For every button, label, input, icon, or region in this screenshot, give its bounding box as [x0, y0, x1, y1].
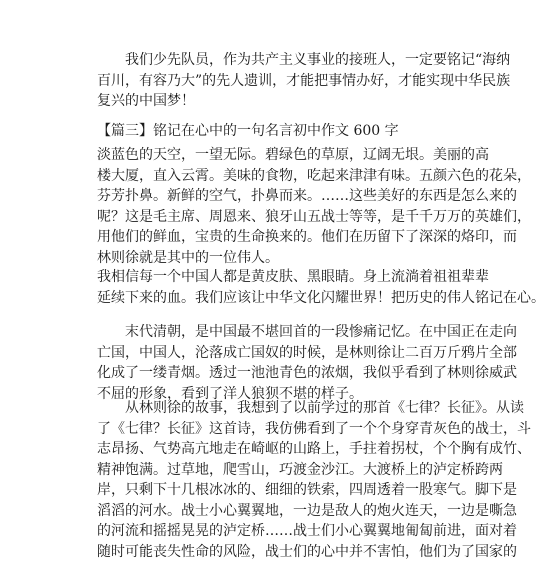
paragraph-3 — [97, 267, 433, 308]
text-line: 随时可能丧失性命的风险，战士们的心中并不害怕，他们为了国家的 — [97, 542, 433, 562]
text-line: 复兴的中国梦！ — [97, 91, 433, 112]
text-line: 芬芳扑鼻。新鲜的空气，扑鼻而来。……这些美好的东西是怎么来的 — [97, 186, 433, 207]
paragraph-5 — [97, 398, 433, 562]
text-line: 志昂扬、气势高亢地走在崎岖的山路上，手拄着拐杖，个个胸有成竹、 — [97, 439, 433, 460]
text-line: 楼大厦，直入云霄。美味的食物，吃起来津津有味。五颜六色的花朵， — [97, 166, 433, 187]
paragraph-1 — [97, 50, 433, 112]
text-line: 的河流和摇摇晃晃的泸定桥……战士们小心翼翼地匍匐前进，面对着 — [97, 521, 433, 542]
text-line: 滔滔的河水。战士小心翼翼地，一边是敌人的炮火连天，一边是嘶急 — [97, 501, 433, 522]
text-line: 用他们的鲜血，宝贵的生命换来的。他们在历留下了深深的烙印，而 — [97, 227, 433, 248]
text-line: 林则徐就是其中的一位伟人。 — [97, 248, 433, 269]
text-line: 我们少先队员，作为共产主义事业的接班人，一定要铭记“海纳 — [97, 50, 433, 71]
text-line: 淡蓝色的天空，一望无际。碧绿色的草原，辽阔无垠。美丽的高 — [97, 145, 433, 166]
text-line: 亡国，中国人，沦落成亡国奴的时候，是林则徐让二百万斤鸦片全部 — [97, 343, 433, 364]
paragraph-4 — [97, 322, 433, 404]
text-line: 末代清朝，是中国最不堪回首的一段惨痛记忆。在中国正在走向 — [97, 322, 433, 343]
text-line: 精神饱满。过草地，爬雪山，巧渡金沙江。大渡桥上的泸定桥跨两 — [97, 460, 433, 481]
text-line: 延续下来的血。我们应该让中华文化闪耀世界！把历史的伟人铭记在心。 — [97, 288, 433, 309]
section-heading: 【篇三】铭记在心中的一句名言初中作文 600 字 — [97, 121, 433, 141]
text-line: 呢？这是毛主席、周恩来、狼牙山五战士等等，是千千万万的英雄们， — [97, 207, 433, 228]
text-line: 从林则徐的故事，我想到了以前学过的那首《七律？长征》。从读 — [97, 398, 433, 419]
text-line: 岸，只剩下十几根冰冰的、细细的铁索，四周透着一股寒气。脚下是 — [97, 480, 433, 501]
text-line: 百川，有容乃大”的先人遗训，才能把事情办好，才能实现中华民族 — [97, 71, 433, 92]
text-line: 了《七律？长征》这首诗，我仿佛看到了一个个身穿青灰色的战士，斗 — [97, 419, 433, 440]
text-line: 不屈的形象，看到了洋人狼狈不堪的样子。 — [97, 384, 433, 405]
text-line: 我相信每一个中国人都是黄皮肤、黑眼睛。身上流淌着祖祖辈辈 — [97, 267, 433, 288]
paragraph-2 — [97, 145, 433, 268]
text-line: 化成了一缕青烟。透过一池池青色的浓烟，我似乎看到了林则徐威武 — [97, 363, 433, 384]
